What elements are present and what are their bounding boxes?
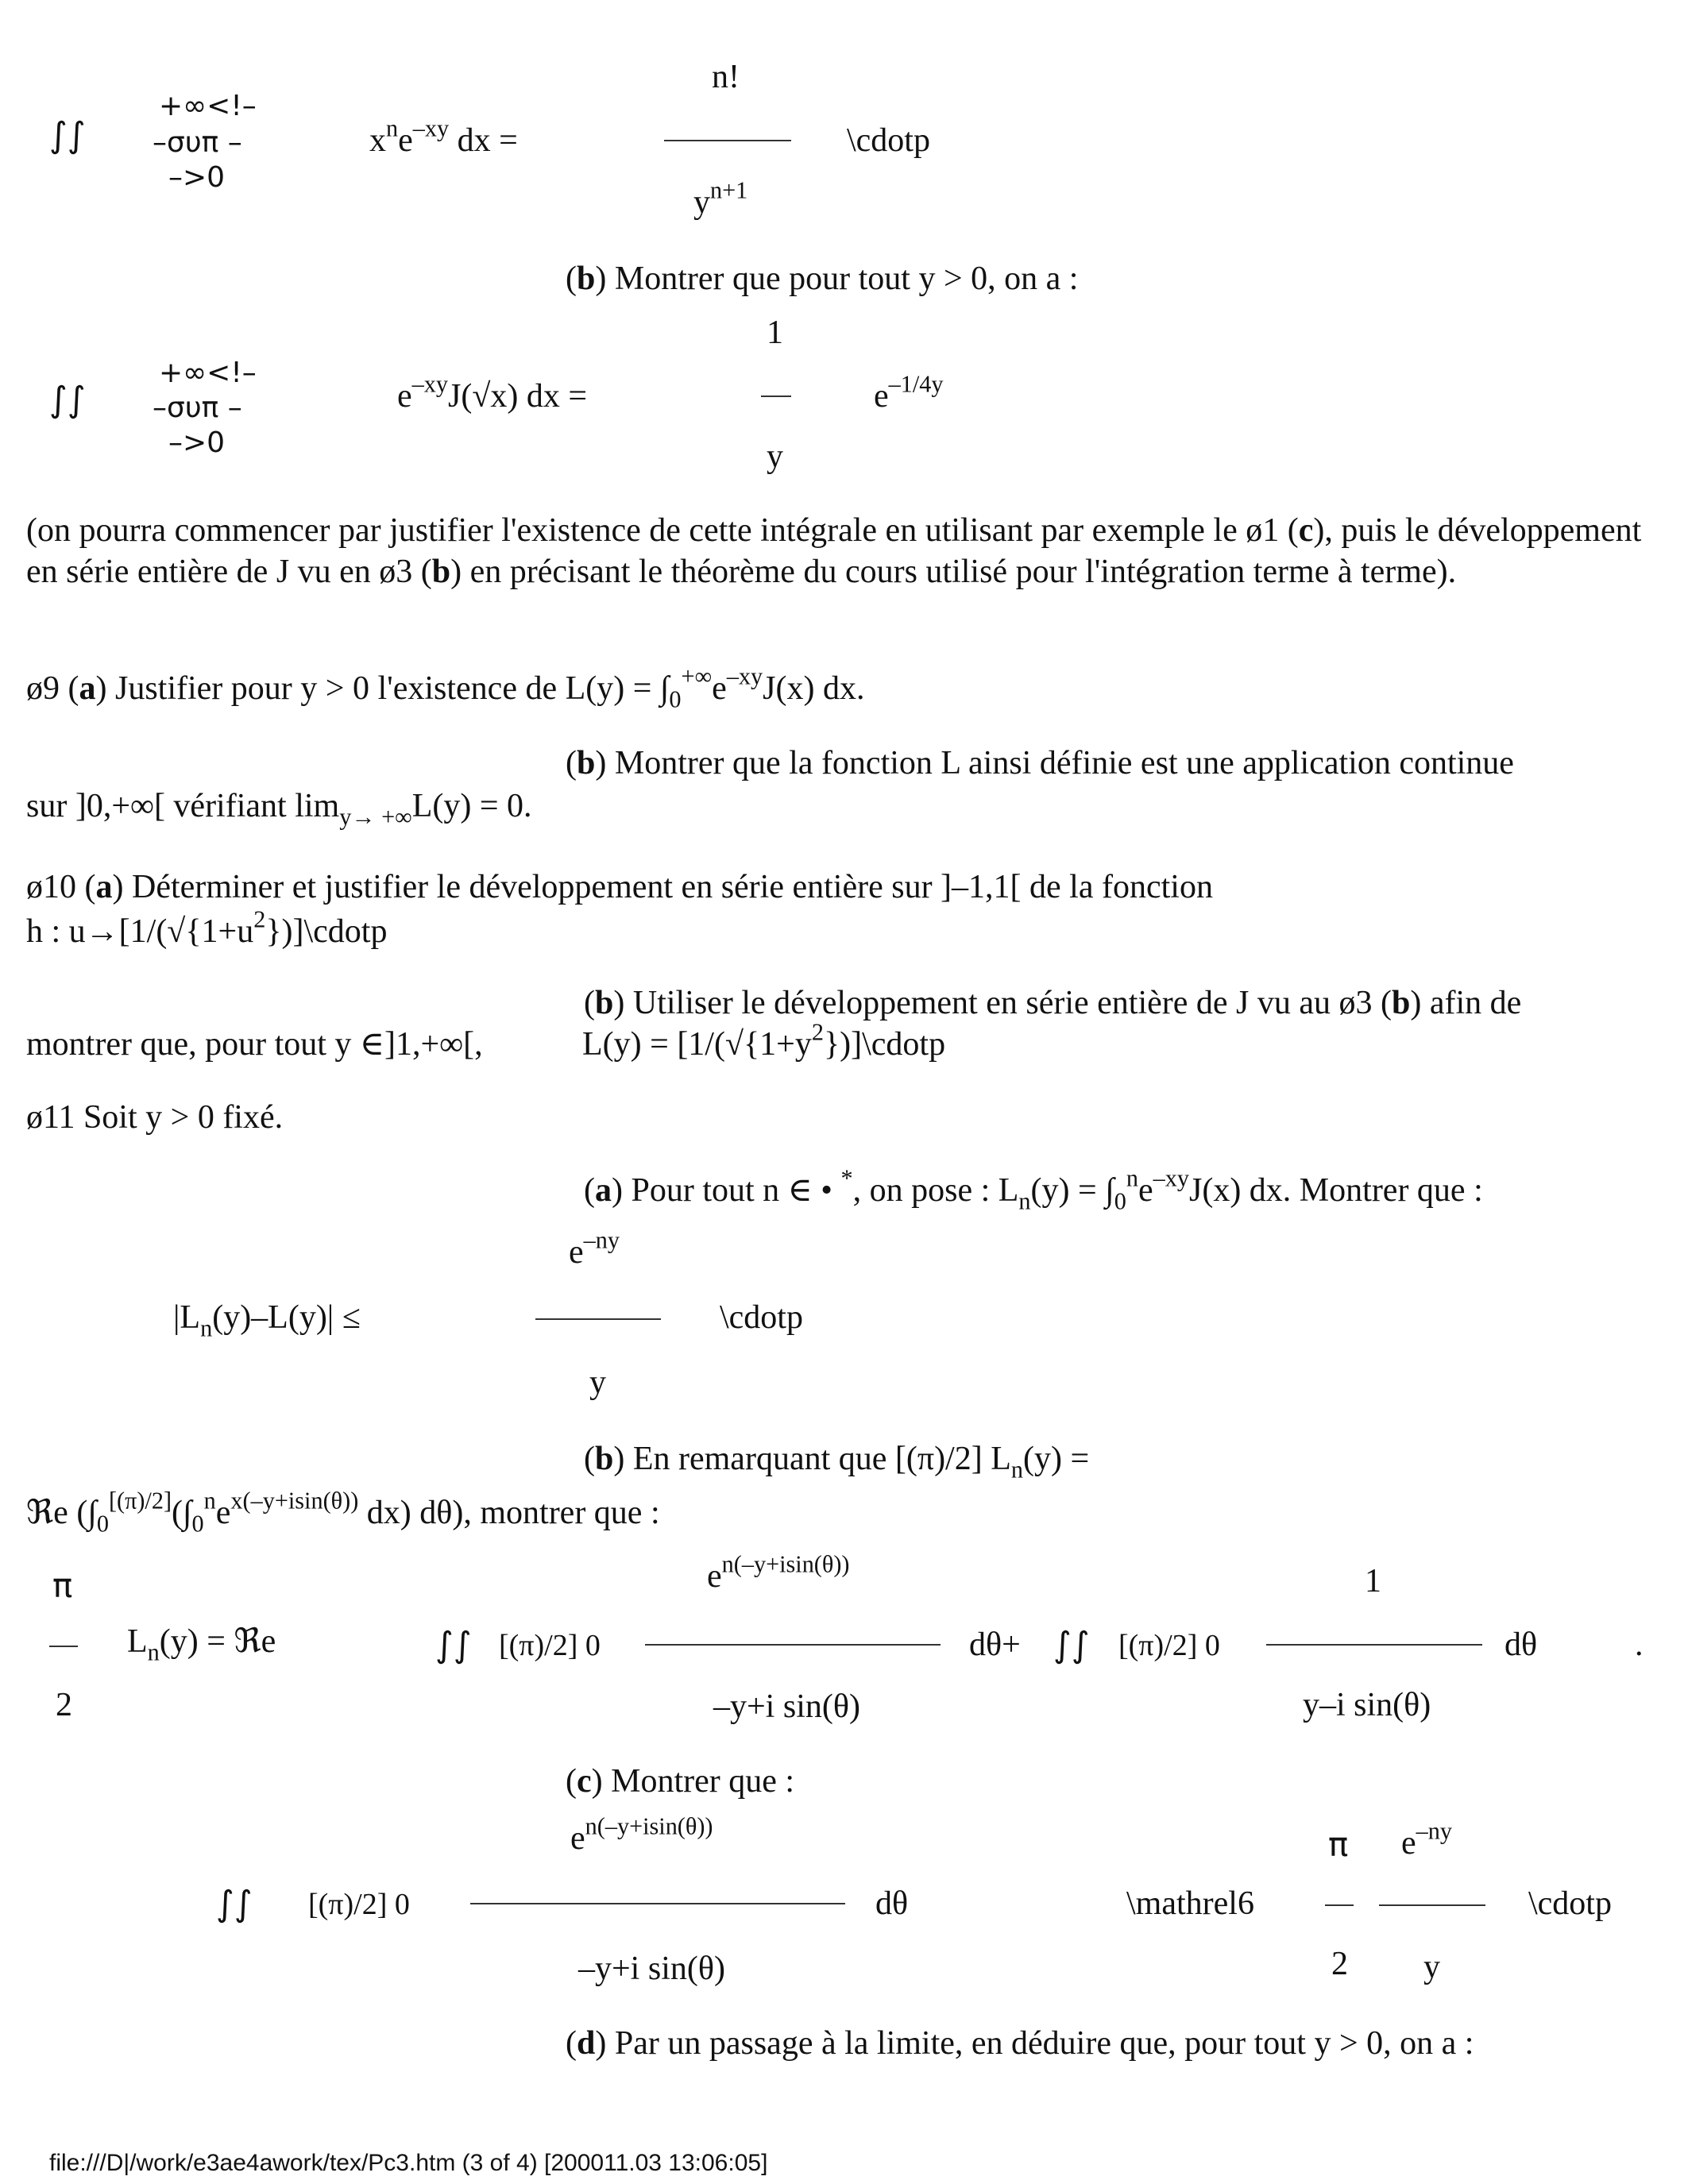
integral-bounds: [(π)/2] 0 <box>308 1888 410 1921</box>
question-10b: (b) Utiliser le développement en série entière de J vu au ø3 (b) afin de <box>584 985 1522 1021</box>
question-11a: (a) Pour tout n ∈ • *, on pose : $L_n(y) = \int_0^ne^{-xy}J(x)$ dx. Montrer que : <box>584 1164 1483 1215</box>
integral-bound-mid: –συπ – <box>153 126 242 159</box>
fraction-bar <box>664 140 791 141</box>
question-8b: (b) Montrer que pour tout y > 0, on a : <box>566 260 1079 297</box>
fraction-denominator: –y+i sin(θ) <box>713 1688 860 1725</box>
fraction-denominator: –y+i sin(θ) <box>578 1951 725 1987</box>
fraction-numerator: n! <box>712 59 740 95</box>
question-9b: (b) Montrer que la fonction L ainsi définie est une application continue <box>566 745 1514 781</box>
fraction-numerator: $e^{-ny}$ <box>1401 1817 1453 1862</box>
fraction-denominator: y–i sin(θ) <box>1303 1687 1431 1723</box>
dtheta: dθ <box>875 1885 909 1922</box>
question-11c: (c) Montrer que : <box>566 1763 795 1800</box>
fraction-numerator: $e^{n(-y+isin(\theta))}$ <box>707 1550 850 1595</box>
question-11b: (b) En remarquant que [(π)/2] $L_n(y)$ = <box>584 1441 1090 1484</box>
integral-bound-bottom: –>0 <box>168 426 226 459</box>
integral-bounds: [(π)/2] 0 <box>1118 1629 1220 1662</box>
integrand: $x^ne^{-xy}$ dx = <box>369 114 518 159</box>
question-10a: ø10 (a) Déterminer et justifier le développement en série entière sur ]–1,1[ de la fonction <box>26 869 1213 905</box>
question-11b-continued: ℜe ($\int_0[(\pi)/2](\int_0^ne^{x(-y+isin(\theta))}$ dx) dθ), montrer que : <box>26 1487 660 1538</box>
integral-sign: ∫∫ <box>49 115 86 156</box>
dtheta: dθ <box>1505 1626 1538 1663</box>
page-footer-url: file:///D|/work/e3ae4awork/tex/Pc3.htm (3 of 4) [200011.03 13:06:05] <box>49 2150 768 2176</box>
hint-paragraph: (on pourra commencer par justifier l'existence de cette intégrale en utilisant par exemple le ø1 (c), puis le développement en série entière de J vu en ø3 (b) en précisant le théorème du cours utilisé pour l'intégration terme à terme). <box>26 512 1642 590</box>
fraction-denominator: y <box>589 1364 606 1401</box>
fraction-denominator: $y^{n+1}$ <box>693 176 748 221</box>
exponential-term: $e^{-1/4y}$ <box>874 370 944 415</box>
question-9a: ø9 (a) Justifier pour y > 0 l'existence de $L(y) = \int_0^{+\infty}e^{-xy}J(x)$ dx. <box>26 662 865 713</box>
fraction-bar <box>535 1318 661 1320</box>
two-denominator: 2 <box>56 1687 72 1723</box>
integral-bound-bottom: –>0 <box>168 161 226 194</box>
question-9b-continued: sur ]0,+∞[ vérifiant $\lim_{y\to +\infty}L(y) = 0$. <box>26 788 532 831</box>
question-11d: (d) Par un passage à la limite, en déduire que, pour tout y > 0, on a : <box>566 2025 1474 2062</box>
question-10a-function: h : $u\to[1/(√\{1+u^2\})]\backslash cdotp$ <box>26 905 388 950</box>
integral-sign: ∫∫ <box>216 1884 253 1924</box>
integral-sign: ∫∫ <box>435 1625 472 1665</box>
integral-bound-top: +∞<!– <box>159 357 257 389</box>
fraction-numerator: 1 <box>1365 1563 1381 1599</box>
fraction-bar <box>1379 1904 1485 1906</box>
equation-lhs: $L_n(y)$ = ℜe <box>127 1623 276 1666</box>
question-10b-continued: montrer que, pour tout y ∈]1,+∞[, <box>26 1026 483 1063</box>
inequality-lhs: $|L_n(y)-L(y)|$ ≤ <box>173 1299 361 1342</box>
fraction-denominator: y <box>767 438 783 475</box>
integral-sign: ∫∫ <box>49 380 86 420</box>
integral-sign: ∫∫ <box>1053 1625 1090 1665</box>
dtheta-plus: dθ+ <box>969 1626 1021 1663</box>
two-denominator: 2 <box>1331 1946 1348 1982</box>
period: . <box>1635 1626 1644 1663</box>
fraction-bar <box>645 1644 941 1646</box>
integral-bound-top: +∞<!– <box>159 90 257 122</box>
fraction-bar <box>761 396 791 397</box>
pi-numerator: π <box>1328 1825 1349 1864</box>
fraction-bar <box>1266 1644 1482 1646</box>
question-11: ø11 Soit y > 0 fixé. <box>26 1099 284 1136</box>
fraction-bar <box>470 1903 845 1904</box>
cdotp-text: \cdotp <box>720 1299 803 1336</box>
integrand: $e^{-xy}J(√x)$ dx = <box>397 370 588 415</box>
fraction-numerator: $e^{n(-y+isin(\theta))}$ <box>570 1812 713 1857</box>
mathrel-text: \mathrel6 <box>1126 1885 1254 1922</box>
integral-bound-mid: –συπ – <box>153 392 242 424</box>
integral-bounds: [(π)/2] 0 <box>499 1629 601 1662</box>
question-10b-formula: $L(y) = [1/(√\{1+y^2\})]\backslash cdotp$ <box>582 1018 946 1063</box>
cdotp-text: \cdotp <box>1528 1885 1612 1922</box>
pi-numerator: π <box>52 1566 73 1605</box>
fraction-numerator: $e^{-ny}$ <box>569 1226 620 1271</box>
fraction-denominator: y <box>1423 1949 1440 1985</box>
fraction-numerator: 1 <box>767 314 783 351</box>
cdotp-text: \cdotp <box>847 122 930 159</box>
fraction-bar <box>1325 1904 1354 1906</box>
fraction-bar <box>49 1646 78 1647</box>
